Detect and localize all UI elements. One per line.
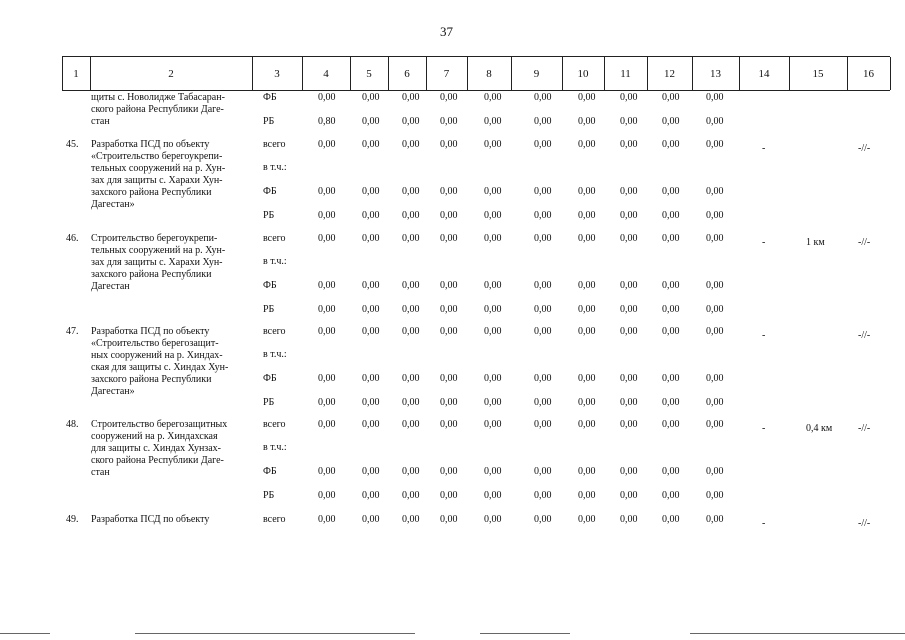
bottom-edge-line xyxy=(480,633,570,634)
item-number: 45. xyxy=(66,139,79,150)
value-cell: 0,00 xyxy=(362,233,380,244)
col15-value: 0,4 км xyxy=(806,423,833,434)
value-cell: 0,00 xyxy=(706,210,724,221)
value-cell: 0,00 xyxy=(440,490,458,501)
item-description-line: сооружений на р. Хиндахская xyxy=(91,431,218,442)
item-description-line: захского района Республики xyxy=(91,187,212,198)
table-header xyxy=(62,56,890,91)
value-cell: 0,00 xyxy=(620,397,638,408)
row-label: ФБ xyxy=(263,186,277,197)
value-cell: 0,00 xyxy=(534,139,552,150)
row-label: РБ xyxy=(263,304,275,315)
value-cell: 0,00 xyxy=(402,280,420,291)
value-cell: 0,00 xyxy=(662,186,680,197)
value-cell: 0,00 xyxy=(362,92,380,103)
value-cell: 0,00 xyxy=(706,116,724,127)
row-label: всего xyxy=(263,326,286,337)
value-cell: 0,00 xyxy=(578,304,596,315)
item-description-line: Разработка ПСД по объекту xyxy=(91,326,210,337)
page-number: 37 xyxy=(440,24,453,39)
value-cell: 0,00 xyxy=(534,210,552,221)
value-cell: 0,00 xyxy=(318,397,336,408)
value-cell: 0,00 xyxy=(534,326,552,337)
value-cell: 0,00 xyxy=(620,419,638,430)
value-cell: 0,00 xyxy=(662,304,680,315)
value-cell: 0,00 xyxy=(362,397,380,408)
row-label: ФБ xyxy=(263,280,277,291)
value-cell: 0,00 xyxy=(662,326,680,337)
col15-value: 1 км xyxy=(806,237,825,248)
value-cell: 0,00 xyxy=(620,233,638,244)
value-cell: 0,00 xyxy=(662,233,680,244)
value-cell: 0,00 xyxy=(318,186,336,197)
row-label: всего xyxy=(263,419,286,430)
row-label: ФБ xyxy=(263,373,277,384)
value-cell: 0,00 xyxy=(578,514,596,525)
value-cell: 0,00 xyxy=(620,466,638,477)
value-cell: 0,00 xyxy=(662,397,680,408)
value-cell: 0,00 xyxy=(440,373,458,384)
value-cell: 0,00 xyxy=(706,280,724,291)
header-cell-10: 10 xyxy=(577,68,589,80)
item-description-line: ского района Республики Даге- xyxy=(91,104,224,115)
row-label: РБ xyxy=(263,397,275,408)
header-cell-1: 1 xyxy=(73,68,79,80)
value-cell: 0,00 xyxy=(402,233,420,244)
value-cell: 0,00 xyxy=(440,116,458,127)
value-cell: 0,00 xyxy=(662,210,680,221)
value-cell: 0,00 xyxy=(706,466,724,477)
value-cell: 0,00 xyxy=(662,514,680,525)
value-cell: 0,00 xyxy=(484,280,502,291)
value-cell: 0,00 xyxy=(362,326,380,337)
value-cell: 0,00 xyxy=(318,326,336,337)
value-cell: 0,00 xyxy=(620,116,638,127)
value-cell: 0,00 xyxy=(662,419,680,430)
value-cell: 0,00 xyxy=(440,466,458,477)
value-cell: 0,00 xyxy=(706,373,724,384)
value-cell: 0,00 xyxy=(662,116,680,127)
item-description-line: «Строительство берегоукрепи- xyxy=(91,151,223,162)
value-cell: 0,00 xyxy=(534,233,552,244)
value-cell: 0,00 xyxy=(484,116,502,127)
value-cell: 0,00 xyxy=(362,280,380,291)
value-cell: 0,00 xyxy=(402,466,420,477)
header-cell-5: 5 xyxy=(366,68,372,80)
value-cell: 0,00 xyxy=(534,186,552,197)
value-cell: 0,00 xyxy=(402,514,420,525)
value-cell: 0,00 xyxy=(706,304,724,315)
value-cell: 0,00 xyxy=(620,373,638,384)
value-cell: 0,00 xyxy=(440,304,458,315)
item-number: 48. xyxy=(66,419,79,430)
value-cell: 0,00 xyxy=(620,304,638,315)
item-description-line: ская для защиты с. Хиндах Хун- xyxy=(91,362,229,373)
row-label: всего xyxy=(263,139,286,150)
value-cell: 0,00 xyxy=(534,116,552,127)
row-label: в т.ч.: xyxy=(263,349,287,360)
row-label: РБ xyxy=(263,116,275,127)
row-label: в т.ч.: xyxy=(263,162,287,173)
value-cell: 0,00 xyxy=(578,92,596,103)
header-cell-11: 11 xyxy=(620,68,631,80)
value-cell: 0,00 xyxy=(578,490,596,501)
value-cell: 0,00 xyxy=(534,490,552,501)
value-cell: 0,00 xyxy=(402,304,420,315)
value-cell: 0,00 xyxy=(706,326,724,337)
value-cell: 0,00 xyxy=(578,397,596,408)
value-cell: 0,00 xyxy=(362,514,380,525)
value-cell: 0,00 xyxy=(706,186,724,197)
value-cell: 0,00 xyxy=(318,139,336,150)
header-cell-3: 3 xyxy=(274,68,280,80)
value-cell: 0,00 xyxy=(440,139,458,150)
value-cell: 0,00 xyxy=(534,514,552,525)
value-cell: 0,00 xyxy=(484,210,502,221)
col14-value: - xyxy=(762,518,766,529)
header-cell-9: 9 xyxy=(533,68,540,80)
value-cell: 0,00 xyxy=(402,419,420,430)
col16-value: -//- xyxy=(858,237,871,248)
value-cell: 0,00 xyxy=(440,280,458,291)
value-cell: 0,00 xyxy=(578,373,596,384)
value-cell: 0,00 xyxy=(484,490,502,501)
item-description-line: захского района Республики xyxy=(91,374,212,385)
value-cell: 0,00 xyxy=(362,116,380,127)
value-cell: 0,00 xyxy=(362,419,380,430)
value-cell: 0,00 xyxy=(620,326,638,337)
value-cell: 0,00 xyxy=(318,490,336,501)
value-cell: 0,00 xyxy=(534,92,552,103)
value-cell: 0,00 xyxy=(318,210,336,221)
value-cell: 0,00 xyxy=(318,514,336,525)
value-cell: 0,00 xyxy=(662,139,680,150)
value-cell: 0,00 xyxy=(620,92,638,103)
row-label: РБ xyxy=(263,210,275,221)
value-cell: 0,00 xyxy=(362,186,380,197)
item-description-line: Строительство берегозащитных xyxy=(91,419,228,430)
value-cell: 0,00 xyxy=(578,186,596,197)
header-cell-7: 7 xyxy=(443,68,450,80)
item-description-line: Разработка ПСД по объекту xyxy=(91,514,210,525)
item-description-line: «Строительство берегозащит- xyxy=(91,338,219,349)
header-cell-13: 13 xyxy=(710,68,721,80)
col14-value: - xyxy=(762,237,766,248)
item-description-line: для защиты с. Хиндах Хунзах- xyxy=(91,443,222,454)
value-cell: 0,00 xyxy=(362,139,380,150)
col16-value: -//- xyxy=(858,423,871,434)
item-description-line: Строительство берегоукрепи- xyxy=(91,233,218,244)
value-cell: 0,00 xyxy=(662,373,680,384)
item-description-line: щиты с. Новолидже Табасаран- xyxy=(91,92,225,103)
col14-value: - xyxy=(762,143,766,154)
value-cell: 0,00 xyxy=(440,326,458,337)
value-cell: 0,00 xyxy=(620,139,638,150)
value-cell: 0,00 xyxy=(440,92,458,103)
item-description-line: Разработка ПСД по объекту xyxy=(91,139,210,150)
value-cell: 0,00 xyxy=(440,397,458,408)
value-cell: 0,00 xyxy=(362,490,380,501)
value-cell: 0,00 xyxy=(534,466,552,477)
value-cell: 0,00 xyxy=(578,280,596,291)
value-cell: 0,00 xyxy=(706,233,724,244)
item-number: 47. xyxy=(66,326,79,337)
header-cell-6: 6 xyxy=(404,68,410,80)
value-cell: 0,00 xyxy=(318,233,336,244)
value-cell: 0,00 xyxy=(362,466,380,477)
value-cell: 0,00 xyxy=(620,186,638,197)
value-cell: 0,00 xyxy=(620,514,638,525)
value-cell: 0,00 xyxy=(534,397,552,408)
col16-value: -//- xyxy=(858,143,871,154)
header-cell-14: 14 xyxy=(758,68,770,80)
item-description-line: зах для защиты с. Харахи Хун- xyxy=(91,257,223,268)
value-cell: 0,00 xyxy=(402,326,420,337)
value-cell: 0,00 xyxy=(440,233,458,244)
value-cell: 0,00 xyxy=(578,466,596,477)
item-description-line: Дагестан» xyxy=(91,199,135,210)
value-cell: 0,00 xyxy=(318,419,336,430)
value-cell: 0,00 xyxy=(534,373,552,384)
value-cell: 0,00 xyxy=(362,373,380,384)
value-cell: 0,00 xyxy=(484,419,502,430)
value-cell: 0,00 xyxy=(662,280,680,291)
item-description-line: захского района Республики xyxy=(91,269,212,280)
value-cell: 0,00 xyxy=(578,326,596,337)
value-cell: 0,00 xyxy=(578,419,596,430)
value-cell: 0,00 xyxy=(362,304,380,315)
item-number: 49. xyxy=(66,514,79,525)
item-description-line: стан xyxy=(91,467,110,478)
value-cell: 0,00 xyxy=(402,116,420,127)
row-label: всего xyxy=(263,514,286,525)
value-cell: 0,00 xyxy=(706,514,724,525)
value-cell: 0,80 xyxy=(318,116,336,127)
value-cell: 0,00 xyxy=(578,210,596,221)
value-cell: 0,00 xyxy=(484,92,502,103)
value-cell: 0,00 xyxy=(402,210,420,221)
bottom-edge-line xyxy=(690,633,905,634)
header-column-divider xyxy=(890,57,891,90)
value-cell: 0,00 xyxy=(362,210,380,221)
value-cell: 0,00 xyxy=(484,304,502,315)
item-description-line: зах для защиты с. Харахи Хун- xyxy=(91,175,223,186)
value-cell: 0,00 xyxy=(440,514,458,525)
value-cell: 0,00 xyxy=(620,490,638,501)
value-cell: 0,00 xyxy=(318,280,336,291)
col16-value: -//- xyxy=(858,518,871,529)
item-description-line: ных сооружений на р. Хиндах- xyxy=(91,350,223,361)
value-cell: 0,00 xyxy=(402,373,420,384)
value-cell: 0,00 xyxy=(402,139,420,150)
value-cell: 0,00 xyxy=(484,233,502,244)
row-label: в т.ч.: xyxy=(263,256,287,267)
value-cell: 0,00 xyxy=(706,139,724,150)
value-cell: 0,00 xyxy=(706,397,724,408)
row-label: ФБ xyxy=(263,92,277,103)
value-cell: 0,00 xyxy=(706,419,724,430)
value-cell: 0,00 xyxy=(620,280,638,291)
value-cell: 0,00 xyxy=(484,397,502,408)
value-cell: 0,00 xyxy=(534,419,552,430)
value-cell: 0,00 xyxy=(578,139,596,150)
value-cell: 0,00 xyxy=(440,186,458,197)
value-cell: 0,00 xyxy=(578,233,596,244)
col16-value: -//- xyxy=(858,330,871,341)
value-cell: 0,00 xyxy=(318,304,336,315)
item-description-line: ского района Республики Даге- xyxy=(91,455,224,466)
value-cell: 0,00 xyxy=(662,92,680,103)
value-cell: 0,00 xyxy=(484,466,502,477)
item-number: 46. xyxy=(66,233,79,244)
item-description-line: Дагестан xyxy=(91,281,130,292)
value-cell: 0,00 xyxy=(620,210,638,221)
value-cell: 0,00 xyxy=(318,92,336,103)
item-description-line: тельных сооружений на р. Хун- xyxy=(91,245,226,256)
value-cell: 0,00 xyxy=(484,326,502,337)
value-cell: 0,00 xyxy=(484,186,502,197)
value-cell: 0,00 xyxy=(578,116,596,127)
header-cell-8: 8 xyxy=(486,68,492,80)
item-description-line: Дагестан» xyxy=(91,386,135,397)
bottom-edge-line xyxy=(0,633,50,634)
row-label: РБ xyxy=(263,490,275,501)
value-cell: 0,00 xyxy=(440,210,458,221)
value-cell: 0,00 xyxy=(402,186,420,197)
row-label: всего xyxy=(263,233,286,244)
value-cell: 0,00 xyxy=(402,92,420,103)
value-cell: 0,00 xyxy=(484,514,502,525)
value-cell: 0,00 xyxy=(318,373,336,384)
value-cell: 0,00 xyxy=(706,92,724,103)
value-cell: 0,00 xyxy=(484,373,502,384)
value-cell: 0,00 xyxy=(706,490,724,501)
value-cell: 0,00 xyxy=(440,419,458,430)
value-cell: 0,00 xyxy=(402,397,420,408)
item-description-line: стан xyxy=(91,116,110,127)
header-cell-4: 4 xyxy=(323,68,329,80)
bottom-edge-line xyxy=(135,633,415,634)
value-cell: 0,00 xyxy=(662,466,680,477)
item-description-line: тельных сооружений на р. Хун- xyxy=(91,163,226,174)
col14-value: - xyxy=(762,423,766,434)
header-cell-12: 12 xyxy=(664,68,675,80)
value-cell: 0,00 xyxy=(534,280,552,291)
value-cell: 0,00 xyxy=(662,490,680,501)
value-cell: 0,00 xyxy=(534,304,552,315)
row-label: ФБ xyxy=(263,466,277,477)
col14-value: - xyxy=(762,330,766,341)
value-cell: 0,00 xyxy=(484,139,502,150)
value-cell: 0,00 xyxy=(318,466,336,477)
header-cell-2: 2 xyxy=(168,68,174,80)
value-cell: 0,00 xyxy=(402,490,420,501)
header-cell-15: 15 xyxy=(812,68,824,80)
header-cell-16: 16 xyxy=(863,68,874,80)
row-label: в т.ч.: xyxy=(263,442,287,453)
